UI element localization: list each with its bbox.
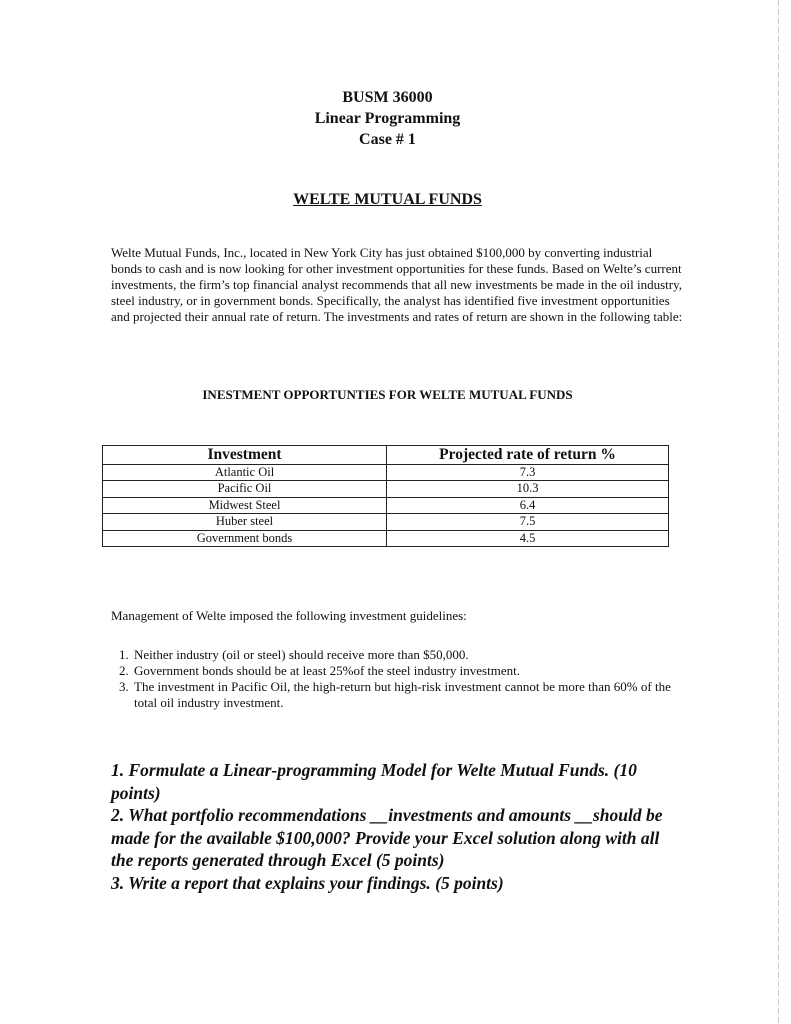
- column-header-investment: Investment: [103, 446, 387, 465]
- course-subject: Linear Programming: [314, 110, 461, 127]
- table-row: [103, 514, 669, 530]
- column-header-return: Projected rate of return %: [387, 446, 669, 465]
- investment-cell: Pacific Oil: [103, 481, 387, 497]
- question-item: 3. Write a report that explains your findings. (5 points): [111, 872, 504, 893]
- investment-cell: Atlantic Oil: [103, 465, 387, 481]
- table-row: [103, 497, 669, 513]
- table-row: [103, 465, 669, 481]
- table-row: [103, 530, 669, 546]
- investment-table: [102, 445, 669, 547]
- table-row: [103, 481, 669, 497]
- question-item: 1. Formulate a Linear-programming Model for Welte Mutual Funds. (10 points): [111, 760, 637, 803]
- return-cell: 6.4: [387, 497, 669, 513]
- return-cell: 10.3: [387, 481, 669, 497]
- guideline-item: 3. The investment in Pacific Oil, the high-return but high-risk investment cannot be more than 60% of the total oil industry investment.: [132, 679, 692, 711]
- assignment-questions: [111, 759, 681, 894]
- question-item: 2. What portfolio recommendations __investments and amounts __should be made for the available $100,000? Provide your Excel solution along with all the reports generated through Excel (5 points): [111, 805, 663, 870]
- return-cell: 4.5: [387, 530, 669, 546]
- return-cell: 7.3: [387, 465, 669, 481]
- table-caption: INESTMENT OPPORTUNTIES FOR WELTE MUTUAL FUNDS: [202, 387, 573, 402]
- guideline-item: 2. Government bonds should be at least 25%of the steel industry investment.: [132, 663, 692, 679]
- page-edge-line: [778, 0, 779, 1024]
- document-header: [0, 87, 775, 150]
- guidelines-intro: Management of Welte imposed the following investment guidelines:: [111, 608, 467, 623]
- course-code: BUSM 36000: [342, 89, 433, 106]
- guidelines-list: [111, 647, 692, 711]
- table-header-row: [103, 446, 669, 465]
- investment-cell: Huber steel: [103, 514, 387, 530]
- investment-cell: Midwest Steel: [103, 497, 387, 513]
- case-number: Case # 1: [359, 131, 416, 148]
- intro-paragraph: Welte Mutual Funds, Inc., located in New York City has just obtained $100,000 by converting industrial bonds to cash and is now looking for other investment opportunities for these funds. Based on Welte’s current investments, the firm’s top financial analyst recommends that all new investments be made in the oil industry, steel industry, or in government bonds. Specifically, the analyst has identified five investment opportunities and projected their annual rate of return. The investments and rates of return are shown in the following table:: [111, 245, 683, 324]
- return-cell: 7.5: [387, 514, 669, 530]
- guideline-item: 1. Neither industry (oil or steel) should receive more than $50,000.: [132, 647, 692, 663]
- document-title: WELTE MUTUAL FUNDS: [293, 191, 482, 208]
- investment-cell: Government bonds: [103, 530, 387, 546]
